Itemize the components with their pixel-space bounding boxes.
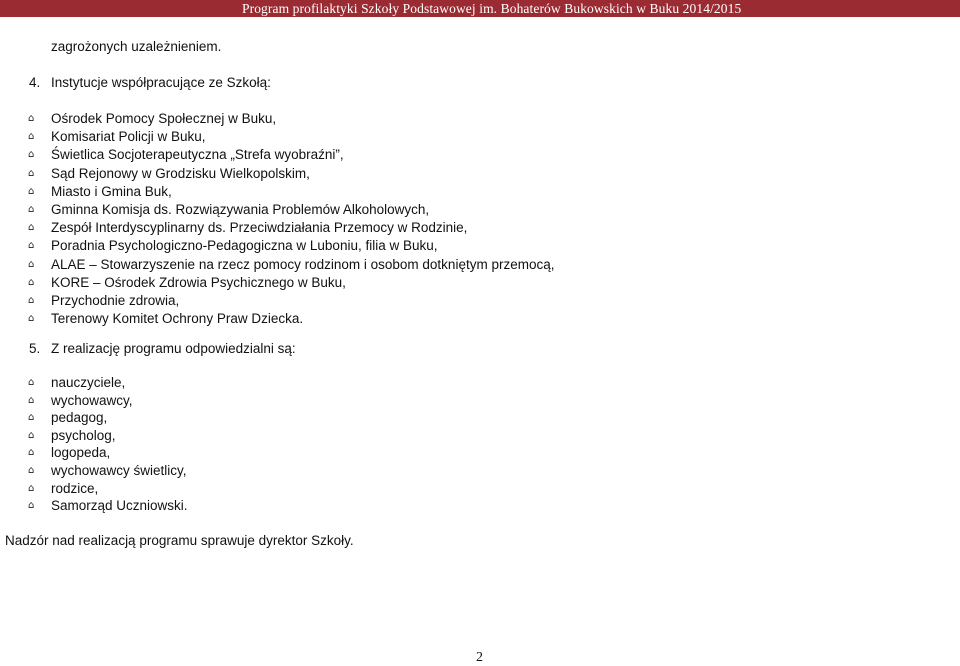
supervision-note: Nadzór nad realizacją programu sprawuje dyrektor Szkoły. — [5, 533, 354, 548]
bullet-icon: ⌂ — [28, 113, 35, 124]
list-item-text: pedagog, — [51, 410, 108, 426]
list-item-text: rodzice, — [51, 480, 99, 496]
list-item-text: psycholog, — [51, 427, 116, 443]
header-bar — [0, 0, 960, 17]
list-item-text: Gminna Komisja ds. Rozwiązywania Problemów Alkoholowych, — [51, 202, 430, 217]
page-number: 2 — [476, 650, 483, 665]
bullet-icon: ⌂ — [28, 131, 35, 143]
bullet-icon: ⌂ — [28, 258, 35, 270]
list-item-text: Komisariat Policji w Buku, — [51, 129, 206, 145]
list-item-text: nauczyciele, — [51, 375, 126, 390]
bullet-icon: ⌂ — [28, 429, 35, 441]
bullet-icon: ⌂ — [28, 500, 35, 512]
section-5-title: Z realizację programu odpowiedzialni są: — [51, 341, 296, 356]
bullet-icon: ⌂ — [28, 167, 35, 179]
section-5-number: 5. — [29, 341, 41, 356]
header-title: Program profilaktyki Szkoły Podstawowej im. Bohaterów Bukowskich w Buku 2014/2015 — [242, 1, 742, 16]
section-4-number: 4. — [29, 75, 41, 90]
list-item-text: Poradnia Psychologiczno-Pedagogiczna w Luboniu, filia w Buku, — [51, 238, 438, 254]
bullet-icon: ⌂ — [28, 447, 35, 459]
bullet-icon: ⌂ — [28, 185, 35, 197]
continued-line: zagrożonych uzależnieniem. — [51, 39, 222, 54]
list-item-text: logopeda, — [51, 445, 111, 461]
bullet-icon: ⌂ — [28, 482, 35, 494]
list-item-text: ALAE – Stowarzyszenie na rzecz pomocy rodzinom i osobom dotkniętym przemocą, — [51, 256, 555, 272]
list-item-text: Ośrodek Pomocy Społecznej w Buku, — [51, 111, 277, 126]
list-item-text: Terenowy Komitet Ochrony Praw Dziecka. — [51, 311, 304, 327]
bullet-icon: ⌂ — [28, 240, 35, 252]
bullet-icon: ⌂ — [28, 313, 35, 325]
list-item-text: Przychodnie zdrowia, — [51, 293, 180, 308]
list-item-text: Samorząd Uczniowski. — [51, 498, 188, 514]
list-item-text: wychowawcy świetlicy, — [51, 463, 187, 478]
list-item-text: Świetlica Socjoterapeutyczna „Strefa wyobraźni”, — [51, 147, 344, 163]
bullet-icon: ⌂ — [28, 222, 35, 234]
section-4-title: Instytucje współpracujące ze Szkołą: — [51, 75, 271, 90]
bullet-icon: ⌂ — [28, 377, 35, 388]
bullet-icon: ⌂ — [28, 295, 35, 306]
bullet-icon: ⌂ — [28, 465, 35, 476]
list-item-text: Sąd Rejonowy w Grodzisku Wielkopolskim, — [51, 165, 310, 181]
list-item-text: Zespół Interdyscyplinarny ds. Przeciwdziałania Przemocy w Rodzinie, — [51, 220, 468, 236]
list-item-text: Miasto i Gmina Buk, — [51, 183, 172, 199]
bullet-icon: ⌂ — [28, 204, 35, 215]
bullet-icon: ⌂ — [28, 276, 35, 288]
bullet-icon: ⌂ — [28, 394, 35, 406]
list-item-text: KORE – Ośrodek Zdrowia Psychicznego w Buku, — [51, 274, 346, 290]
bullet-icon: ⌂ — [28, 412, 35, 424]
list-item-text: wychowawcy, — [51, 392, 133, 408]
bullet-icon: ⌂ — [28, 149, 35, 161]
